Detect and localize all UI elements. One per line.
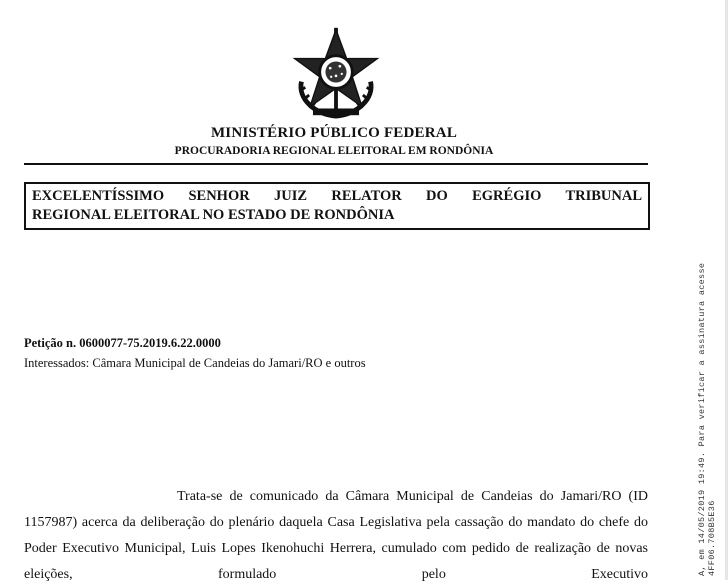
organization-subtitle: PROCURADORIA REGIONAL ELEITORAL EM RONDÔNIA — [174, 145, 494, 157]
signature-note-line-2: 4FF06.708B5E36 — [707, 500, 717, 576]
organization-name: MINISTÉRIO PÚBLICO FEDERAL — [210, 125, 458, 141]
body-paragraph-text: Trata-se de comunicado da Câmara Municipal de Candeias do Jamari/RO (ID 1157987) acerca da deliberação do plenário daquela Casa Legislativa pela cassação do mandato do chefe do Poder Executivo Municipal, Luis Lopes Ikenohuchi Herrera, cumulado com pedido de realização de novas eleições, formulado pelo Executivo — [24, 489, 648, 582]
interested-parties: Interessados: Câmara Municipal de Candeias do Jamari/RO e outros — [24, 356, 366, 370]
addressee-box — [24, 182, 650, 230]
addressee-line-1: EXCELENTÍSSIMO SENHOR JUIZ RELATOR DO EGRÉGIO TRIBUNAL — [32, 188, 642, 204]
signature-verification-note — [697, 263, 717, 576]
body-paragraph — [24, 484, 648, 588]
header-divider — [24, 163, 648, 165]
addressee-line-2: REGIONAL ELEITORAL NO ESTADO DE RONDÔNIA — [32, 207, 395, 223]
signature-note-line-1: A, em 14/05/2019 19:49. Para verificar a assinatura acesse — [697, 262, 707, 576]
petition-number: Petição n. 0600077-75.2019.6.22.0000 — [24, 336, 221, 350]
brazil-coat-of-arms-icon — [288, 24, 384, 120]
